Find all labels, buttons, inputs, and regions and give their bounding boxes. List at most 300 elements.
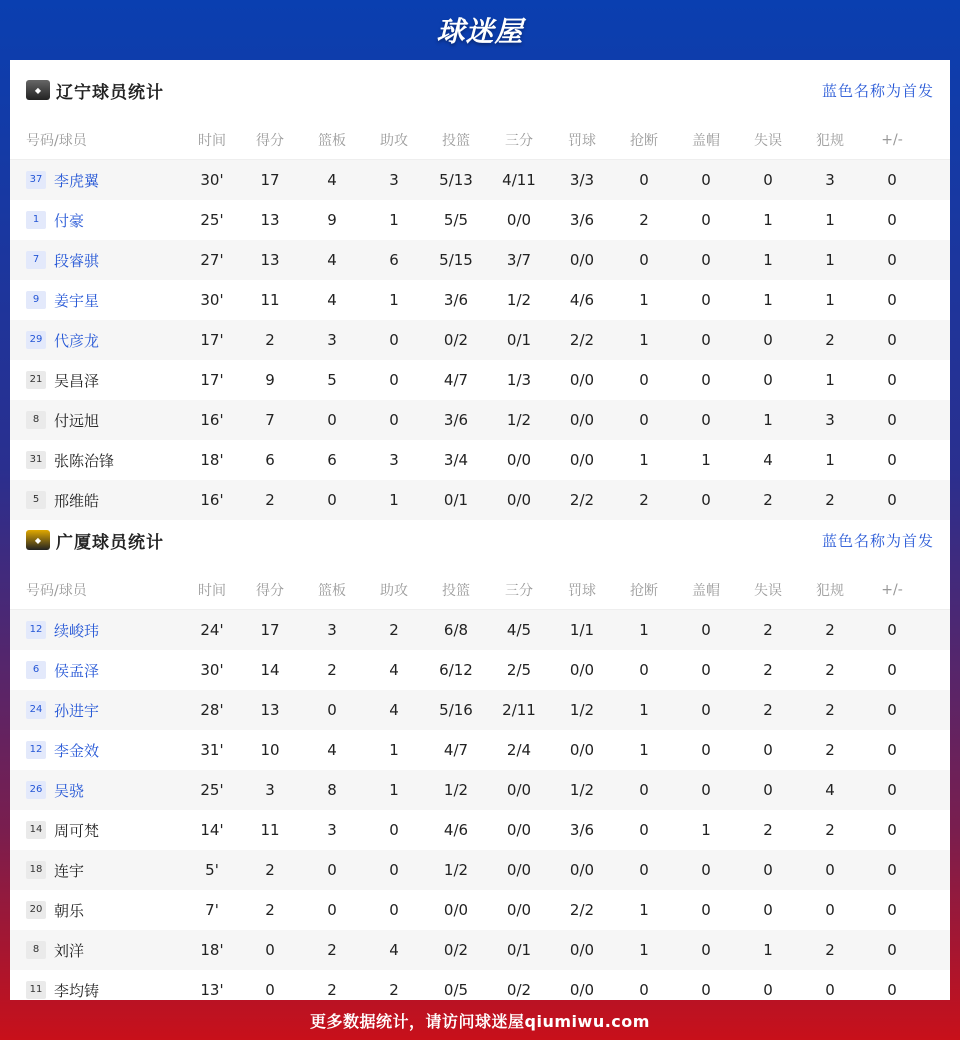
stat-cell: 1	[825, 251, 835, 269]
stat-cell: 1	[639, 701, 649, 719]
stat-cell: 0	[825, 861, 835, 879]
stat-cell: 0	[887, 411, 897, 429]
stat-cell: 0	[887, 621, 897, 639]
stat-cell: 0/0	[569, 941, 595, 959]
table-row	[10, 280, 950, 320]
stat-cell: 1	[389, 491, 399, 509]
table-row	[10, 890, 950, 930]
player-cell	[10, 980, 185, 1001]
column-header: 盖帽	[692, 582, 720, 599]
stat-cell: 14	[260, 661, 280, 679]
stat-cell: 28'	[200, 701, 224, 719]
stat-cell: 2	[825, 701, 835, 719]
stat-cell: 0	[389, 331, 399, 349]
stat-cell: 0/0	[569, 411, 595, 429]
player-name[interactable]: 李虎翼	[54, 171, 100, 190]
stat-cell: 0	[887, 901, 897, 919]
column-header: 三分	[505, 132, 533, 149]
table-row	[10, 850, 950, 890]
stat-cell: 17'	[200, 371, 224, 389]
stat-cell: 2/2	[569, 491, 595, 509]
column-header: 盖帽	[692, 132, 720, 149]
player-name[interactable]: 付远旭	[54, 411, 100, 430]
stat-cell: 2	[763, 621, 773, 639]
stat-cell: 17	[260, 171, 280, 189]
stat-cell: 1/1	[569, 621, 595, 639]
stat-cell: 4	[389, 701, 399, 719]
jersey-number-badge: 29	[26, 331, 46, 349]
stat-cell: 1	[825, 291, 835, 309]
stat-cell: 0	[763, 371, 773, 389]
stat-cell: 2	[825, 821, 835, 839]
player-cell	[10, 620, 185, 641]
stat-cell: 1/2	[506, 291, 532, 309]
stat-cell: 0/0	[569, 981, 595, 999]
stat-cell: 0	[701, 861, 711, 879]
stat-cell: 3/7	[506, 251, 532, 269]
stat-cell: 0	[639, 981, 649, 999]
stat-cell: 0/0	[569, 741, 595, 759]
player-name[interactable]: 周可梵	[54, 821, 100, 840]
table-row	[10, 730, 950, 770]
stat-cell: 13	[260, 251, 280, 269]
player-cell	[10, 410, 185, 431]
stat-cell: 6	[327, 451, 337, 469]
player-cell	[10, 940, 185, 961]
stat-cell: 0	[389, 821, 399, 839]
jersey-number-badge: 1	[26, 211, 46, 229]
column-header: 投篮	[442, 132, 470, 149]
stat-cell: 0	[701, 411, 711, 429]
stat-cell: 3/4	[443, 451, 469, 469]
stat-cell: 0	[327, 491, 337, 509]
stat-cell: 2	[763, 821, 773, 839]
stat-cell: 3/6	[569, 821, 595, 839]
stat-cell: 0	[327, 901, 337, 919]
stat-cell: 0	[701, 901, 711, 919]
stat-cell: 0	[887, 291, 897, 309]
stat-cell: 2	[389, 621, 399, 639]
stat-cell: 1	[763, 251, 773, 269]
table-header-row	[10, 120, 950, 160]
stat-cell: 2	[327, 661, 337, 679]
player-name[interactable]: 邢维皓	[54, 491, 100, 510]
stat-cell: 0/2	[443, 331, 469, 349]
stat-cell: 4	[389, 661, 399, 679]
player-cell	[10, 820, 185, 841]
jersey-number-badge: 12	[26, 621, 46, 639]
stat-cell: 2/11	[502, 701, 536, 719]
stat-cell: 13'	[200, 981, 224, 999]
stat-cell: 0	[701, 291, 711, 309]
stat-cell: 2	[389, 981, 399, 999]
stat-cell: 0	[701, 491, 711, 509]
table-row	[10, 320, 950, 360]
stat-cell: 0	[639, 171, 649, 189]
player-name[interactable]: 朝乐	[54, 901, 85, 920]
stat-cell: 0	[887, 981, 897, 999]
stat-cell: 0/0	[506, 451, 532, 469]
stat-cell: 0	[701, 661, 711, 679]
table-row	[10, 930, 950, 970]
stat-cell: 0	[265, 941, 275, 959]
team-title: 广厦球员统计	[56, 532, 164, 553]
jersey-number-badge: 9	[26, 291, 46, 309]
stat-cell: 4/7	[443, 371, 469, 389]
stat-cell: 0	[887, 451, 897, 469]
player-cell	[10, 370, 185, 391]
player-name[interactable]: 侯孟泽	[54, 661, 100, 680]
stat-cell: 6/12	[439, 661, 473, 679]
stats-table	[10, 120, 950, 520]
stat-cell: 5/16	[439, 701, 473, 719]
jersey-number-badge: 5	[26, 491, 46, 509]
stat-cell: 2	[825, 741, 835, 759]
stat-cell: 27'	[200, 251, 224, 269]
column-header: 犯规	[816, 132, 844, 149]
column-header: 号码/球员	[26, 582, 87, 599]
stat-cell: 1	[639, 331, 649, 349]
stat-cell: 0/5	[443, 981, 469, 999]
stat-cell: 4	[327, 741, 337, 759]
stat-cell: 6/8	[443, 621, 469, 639]
stat-cell: 1/2	[443, 861, 469, 879]
jersey-number-badge: 14	[26, 821, 46, 839]
stat-cell: 9	[265, 371, 275, 389]
stat-cell: 25'	[200, 211, 224, 229]
player-name[interactable]: 李均铸	[54, 981, 100, 1000]
column-header: 时间	[198, 132, 226, 149]
stat-cell: 2	[825, 621, 835, 639]
stat-cell: 14'	[200, 821, 224, 839]
stat-cell: 16'	[200, 411, 224, 429]
stat-cell: 0	[763, 741, 773, 759]
stat-cell: 17'	[200, 331, 224, 349]
stat-cell: 18'	[200, 451, 224, 469]
stat-cell: 1	[389, 781, 399, 799]
stat-cell: 0	[639, 661, 649, 679]
stat-cell: 0/0	[569, 371, 595, 389]
stat-cell: 2/4	[506, 741, 532, 759]
stat-cell: 1	[763, 411, 773, 429]
stat-cell: 3	[327, 821, 337, 839]
column-header: 三分	[505, 582, 533, 599]
stat-cell: 3	[825, 171, 835, 189]
stat-cell: 0	[887, 251, 897, 269]
player-cell	[10, 490, 185, 511]
stat-cell: 1	[389, 211, 399, 229]
stat-cell: 1	[825, 371, 835, 389]
stat-cell: 1	[825, 211, 835, 229]
stat-cell: 2	[265, 491, 275, 509]
stat-cell: 0	[887, 491, 897, 509]
jersey-number-badge: 37	[26, 171, 46, 189]
stat-cell: 0/0	[506, 861, 532, 879]
stat-cell: 3	[327, 331, 337, 349]
stat-cell: 1	[389, 291, 399, 309]
stat-cell: 0/0	[569, 861, 595, 879]
stat-cell: 3	[825, 411, 835, 429]
stat-cell: 0	[887, 861, 897, 879]
column-header: 犯规	[816, 582, 844, 599]
stat-cell: 11	[260, 821, 280, 839]
brand-header	[0, 0, 960, 60]
stat-cell: 2/2	[569, 331, 595, 349]
player-name[interactable]: 孙进宇	[54, 701, 100, 720]
player-name[interactable]: 续峻玮	[54, 621, 100, 640]
stat-cell: 0/0	[569, 251, 595, 269]
player-cell	[10, 660, 185, 681]
stat-cell: 0/1	[506, 331, 532, 349]
starter-note: 蓝色名称为首发	[821, 531, 934, 550]
stat-cell: 13	[260, 211, 280, 229]
stat-cell: 0/1	[443, 491, 469, 509]
player-cell	[10, 780, 185, 801]
table-row	[10, 240, 950, 280]
stat-cell: 1/2	[569, 781, 595, 799]
stat-cell: 4	[763, 451, 773, 469]
stat-cell: 2	[825, 661, 835, 679]
stat-cell: 0	[639, 371, 649, 389]
stat-cell: 3/6	[443, 291, 469, 309]
stat-cell: 31'	[200, 741, 224, 759]
jersey-number-badge: 20	[26, 901, 46, 919]
table-row	[10, 200, 950, 240]
stat-cell: 2	[763, 661, 773, 679]
jersey-number-badge: 18	[26, 861, 46, 879]
stat-cell: 4/6	[443, 821, 469, 839]
player-name[interactable]: 刘洋	[54, 941, 85, 960]
stat-cell: 1	[639, 621, 649, 639]
stat-cell: 2	[763, 491, 773, 509]
stat-cell: 0	[701, 371, 711, 389]
player-name[interactable]: 吴昌泽	[54, 371, 100, 390]
jersey-number-badge: 8	[26, 411, 46, 429]
stat-cell: 6	[389, 251, 399, 269]
table-body	[10, 610, 950, 1010]
stat-cell: 7'	[205, 901, 219, 919]
stat-cell: 16'	[200, 491, 224, 509]
stat-cell: 2	[763, 701, 773, 719]
stat-cell: 4	[327, 171, 337, 189]
liaoning-team-logo-icon: ◆	[26, 80, 50, 100]
player-name[interactable]: 代彦龙	[54, 331, 100, 350]
jersey-number-badge: 7	[26, 251, 46, 269]
player-name[interactable]: 张陈治锋	[54, 451, 115, 470]
stat-cell: 0	[763, 331, 773, 349]
stat-cell: 2	[639, 211, 649, 229]
stat-cell: 2	[327, 941, 337, 959]
column-header: 罚球	[568, 582, 596, 599]
stat-cell: 3/6	[443, 411, 469, 429]
table-row	[10, 440, 950, 480]
stat-cell: 0/0	[506, 901, 532, 919]
table-row	[10, 770, 950, 810]
stat-cell: 2	[265, 861, 275, 879]
stat-cell: 1	[639, 901, 649, 919]
stat-cell: 0	[887, 661, 897, 679]
table-header-row	[10, 570, 950, 610]
jersey-number-badge: 8	[26, 941, 46, 959]
stat-cell: 1	[701, 451, 711, 469]
jersey-number-badge: 6	[26, 661, 46, 679]
stat-cell: 0	[887, 331, 897, 349]
stat-cell: 30'	[200, 291, 224, 309]
stat-cell: 17	[260, 621, 280, 639]
column-header: +/-	[881, 131, 903, 148]
player-cell	[10, 450, 185, 471]
table-row	[10, 690, 950, 730]
player-name[interactable]: 吴骁	[54, 781, 85, 800]
stat-cell: 0	[825, 981, 835, 999]
starter-note: 蓝色名称为首发	[821, 81, 934, 100]
stat-cell: 13	[260, 701, 280, 719]
column-header: 篮板	[318, 582, 346, 599]
column-header: 号码/球员	[26, 132, 87, 149]
stat-cell: 0	[327, 411, 337, 429]
stat-cell: 2	[265, 331, 275, 349]
stat-cell: 0/2	[443, 941, 469, 959]
stat-cell: 3	[389, 171, 399, 189]
stat-cell: 0	[701, 701, 711, 719]
stat-cell: 3/6	[569, 211, 595, 229]
player-name[interactable]: 连宇	[54, 861, 85, 880]
stat-cell: 1	[763, 211, 773, 229]
stat-cell: 30'	[200, 171, 224, 189]
stat-cell: 1/2	[506, 411, 532, 429]
stat-cell: 0	[887, 371, 897, 389]
stat-cell: 30'	[200, 661, 224, 679]
stat-cell: 1/3	[506, 371, 532, 389]
stat-cell: 0	[763, 901, 773, 919]
stat-cell: 1	[763, 291, 773, 309]
stat-cell: 0	[763, 861, 773, 879]
stat-cell: 3	[389, 451, 399, 469]
stat-cell: 0/2	[506, 981, 532, 999]
stat-cell: 1/2	[569, 701, 595, 719]
stat-cell: 5'	[205, 861, 219, 879]
table-row	[10, 160, 950, 200]
table-row	[10, 810, 950, 850]
stat-cell: 0/0	[506, 821, 532, 839]
stat-cell: 0	[639, 861, 649, 879]
player-name[interactable]: 付豪	[54, 211, 85, 230]
stat-cell: 1	[763, 941, 773, 959]
stat-cell: 0	[887, 821, 897, 839]
stat-cell: 4/5	[506, 621, 532, 639]
stat-cell: 0	[389, 411, 399, 429]
team-title: 辽宁球员统计	[56, 82, 164, 103]
stat-cell: 0	[265, 981, 275, 999]
stat-cell: 2	[825, 491, 835, 509]
team-section-liaoning	[10, 60, 950, 510]
stat-cell: 0/0	[569, 661, 595, 679]
column-header: 助攻	[380, 132, 408, 149]
brand-logo: 球迷屋	[436, 15, 524, 48]
player-cell	[10, 700, 185, 721]
stat-cell: 0	[887, 171, 897, 189]
stat-cell: 0	[887, 741, 897, 759]
stat-cell: 3	[265, 781, 275, 799]
stat-cell: 0	[389, 861, 399, 879]
stat-cell: 4	[327, 251, 337, 269]
stat-cell: 6	[265, 451, 275, 469]
stat-cell: 9	[327, 211, 337, 229]
stat-cell: 25'	[200, 781, 224, 799]
stat-cell: 1	[639, 451, 649, 469]
stat-cell: 0	[887, 211, 897, 229]
stat-cell: 0	[701, 741, 711, 759]
player-cell	[10, 900, 185, 921]
stat-cell: 0/0	[506, 211, 532, 229]
stat-cell: 2/2	[569, 901, 595, 919]
stat-cell: 0/0	[569, 451, 595, 469]
stat-cell: 8	[327, 781, 337, 799]
stat-cell: 3/3	[569, 171, 595, 189]
column-header: 得分	[256, 582, 284, 599]
stat-cell: 1	[639, 941, 649, 959]
stat-cell: 0	[701, 251, 711, 269]
stat-cell: 0/1	[506, 941, 532, 959]
stat-cell: 2/5	[506, 661, 532, 679]
player-cell	[10, 740, 185, 761]
column-header: 罚球	[568, 132, 596, 149]
guangsha-team-logo-icon: ◆	[26, 530, 50, 550]
stat-cell: 0	[825, 901, 835, 919]
stat-cell: 0	[887, 941, 897, 959]
player-cell	[10, 290, 185, 311]
jersey-number-badge: 21	[26, 371, 46, 389]
table-row	[10, 400, 950, 440]
column-header: 失误	[754, 582, 782, 599]
player-cell	[10, 330, 185, 351]
stat-cell: 0/0	[506, 491, 532, 509]
table-row	[10, 360, 950, 400]
stat-cell: 2	[825, 331, 835, 349]
column-header: 得分	[256, 132, 284, 149]
stat-cell: 11	[260, 291, 280, 309]
stat-cell: 0/0	[443, 901, 469, 919]
stat-cell: 0	[701, 621, 711, 639]
player-cell	[10, 210, 185, 231]
jersey-number-badge: 12	[26, 741, 46, 759]
stats-table	[10, 570, 950, 1010]
stat-cell: 4	[327, 291, 337, 309]
stat-cell: 7	[265, 411, 275, 429]
stat-cell: 3	[327, 621, 337, 639]
stat-cell: 10	[260, 741, 280, 759]
stat-cell: 0	[389, 371, 399, 389]
stat-cell: 0/0	[506, 781, 532, 799]
stat-cell: 4/6	[569, 291, 595, 309]
player-name[interactable]: 李金效	[54, 741, 100, 760]
team-section-guangsha	[10, 510, 950, 1000]
table-row	[10, 650, 950, 690]
player-name[interactable]: 段睿骐	[54, 251, 100, 270]
player-cell	[10, 860, 185, 881]
stat-cell: 1/2	[443, 781, 469, 799]
column-header: 失误	[754, 132, 782, 149]
column-header: +/-	[881, 581, 903, 598]
stat-cell: 5/5	[443, 211, 469, 229]
stat-cell: 5/13	[439, 171, 473, 189]
column-header: 篮板	[318, 132, 346, 149]
stat-cell: 0	[887, 701, 897, 719]
stat-cell: 1	[389, 741, 399, 759]
team-header	[10, 60, 950, 120]
jersey-number-badge: 31	[26, 451, 46, 469]
player-name[interactable]: 姜宇星	[54, 291, 100, 310]
